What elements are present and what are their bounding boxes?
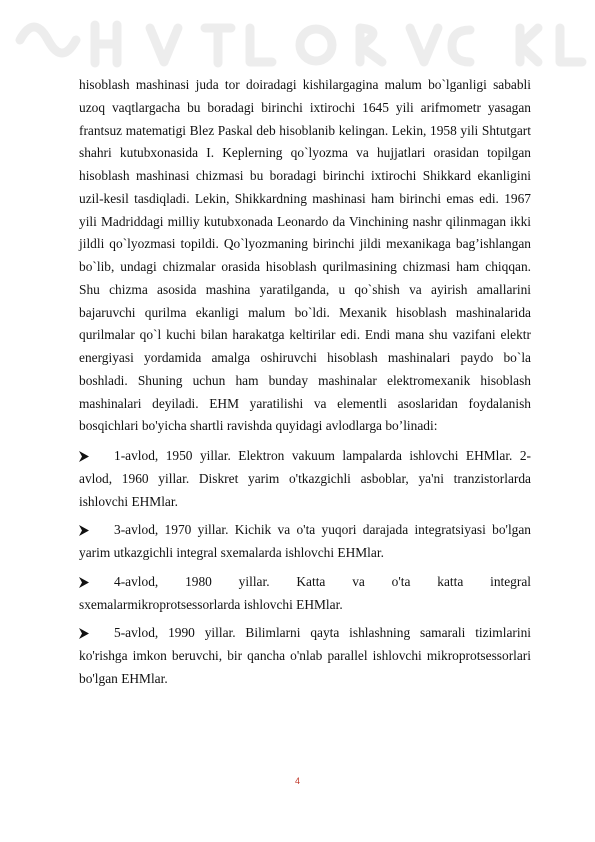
page-number: 4 (294, 776, 300, 786)
list-item-text: 5-avlod, 1990 yillar. Bilimlarni qayta ishlashning samarali tizimlarini ko'rishga imkon beruvchi, bir qancha o'nlab parallel ishlovchi mikroprotsessorlari bo'lgan EHMlar. (79, 625, 531, 686)
arrowhead-bullet-icon (79, 577, 89, 588)
arrowhead-bullet-icon (79, 628, 89, 639)
list-item (79, 445, 531, 513)
page-content (79, 74, 531, 697)
generation-list (79, 445, 531, 691)
list-item-text: 3-avlod, 1970 yillar. Kichik va o'ta yuqori darajada integratsiyasi bo'lgan yarim utkazgichli integral sxemalarda ishlovchi EHMlar. (79, 522, 531, 560)
list-item (79, 622, 531, 690)
list-item-text: 1-avlod, 1950 yillar. Elektron vakuum lampalarda ishlovchi EHMlar. 2-avlod, 1960 yillar. Diskret yarim o'tkazgichli asboblar, ya'ni tranzistorlarda ishlovchi EHMlar. (79, 448, 531, 509)
list-item (79, 571, 531, 617)
body-paragraph: hisoblash mashinasi juda tor doiradagi kishilargagina malum bo`lganligi sababli uzoq vaqtlargacha bu boradagi birinchi ixtirochi 1645 yili arifmometr yasagan frantsuz matematigi Blez Paskal deb hisoblanib kelingan. Lekin, 1958 yili Shtutgart shahri kutubxonasida I. Keplerning qo`lyozma va hujjatlari orasidan topilgan hisoblash mashinasi chizmasi bu boradagi birinchi ixtirochi Shikkard ekanligini uzil-kesil tasdiqladi. Lekin, Shikkardning mashinasi ham birinchi emas edi. 1967 yili Madriddagi milliy kutubxonada Leonardo da Vinchining nashr qilinmagan ikki jildli qo`lyozmasi topildi. Qo`lyozmaning birinchi jildi mexanikaga bag’ishlangan bo`lib, undagi chizmalar orasida hisoblash qurilmasining chizmasi ham chiqqan. Shu chizma asosida mashina yaratilganda, u qo`shish va ayirish amallarini bajaruvchi qurilma ekanligi malum bo`ldi. Mexanik hisoblash mashinalarida qurilmalar qo`l kuchi bilan harakatga keltirilar edi. Endi mana shu vazifani elektr energiyasi yordamida amalga oshiruvchi hisoblash mashinalari paydo bo`la boshladi. Shuning uchun ham bunday mashinalar elektromexanik hisoblash mashinalari deyiladi. EHM yaratilishi va elementli asoslaridan foydalanish bosqichlari bo'yicha shartli ravishda quyidagi avlodlarga bo’linadi: (79, 77, 531, 434)
list-item-text: 4-avlod, 1980 yillar. Katta va o'ta katta integral sxemalarmikroprotsessorlarda ishlovchi EHMlar. (79, 573, 531, 612)
list-item (79, 519, 531, 565)
arrowhead-bullet-icon (79, 451, 89, 462)
arrowhead-bullet-icon (79, 525, 89, 536)
